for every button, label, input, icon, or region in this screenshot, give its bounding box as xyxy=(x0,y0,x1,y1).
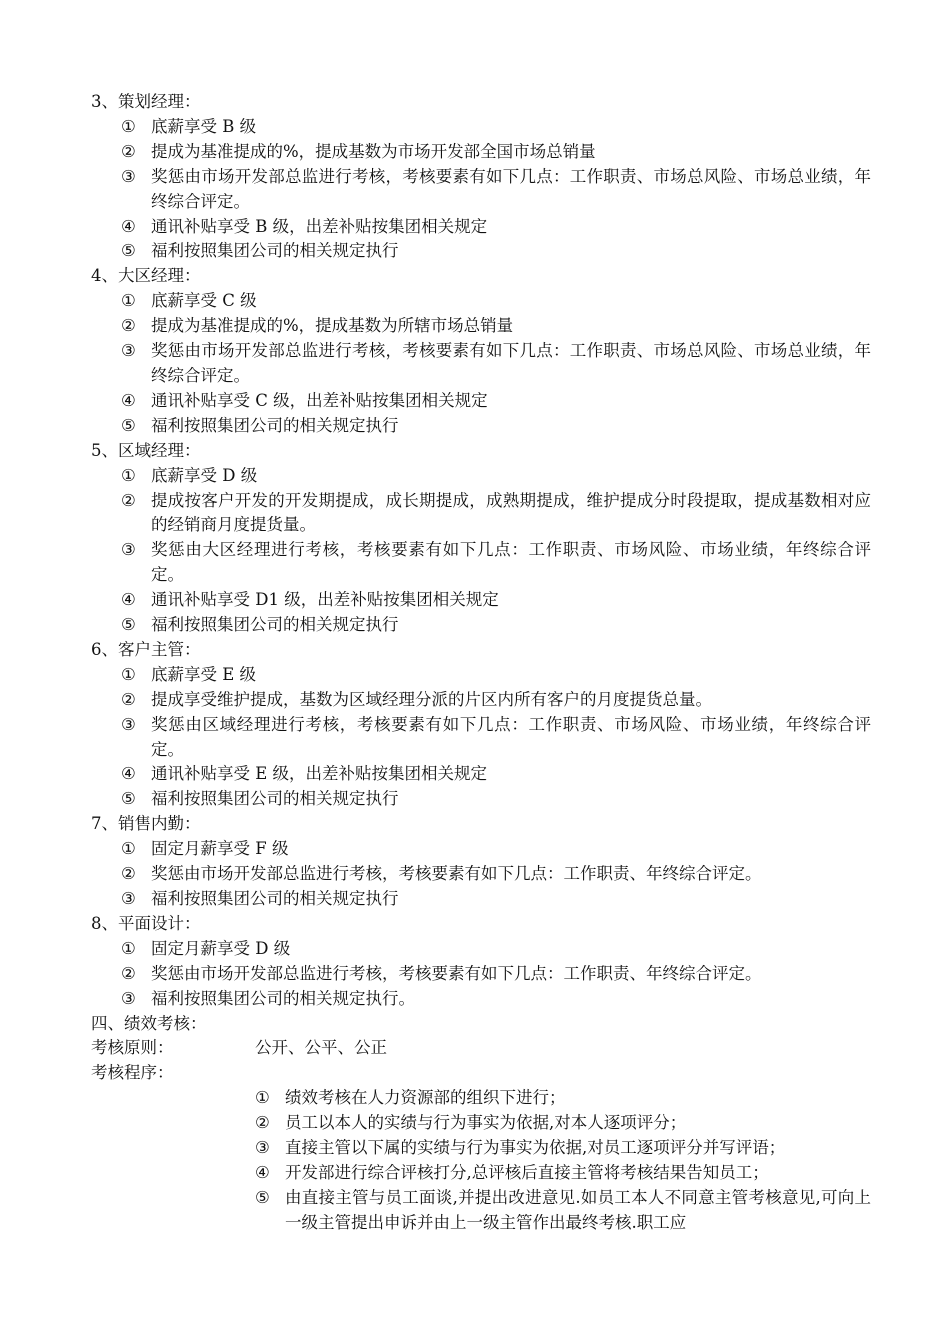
list-item xyxy=(121,165,871,215)
item-text: 福利按照集团公司的相关规定执行 xyxy=(151,241,399,261)
procedure-label: 考核程序： xyxy=(91,1063,174,1083)
item-text: 提成按客户开发的开发期提成，成长期提成，成熟期提成，维护提成分时段提取，提成基数相对应的经销商月度提货量。 xyxy=(151,490,871,535)
item-text: 提成为基准提成的%，提成基数为市场开发部全国市场总销量 xyxy=(151,141,596,161)
list-item xyxy=(121,115,871,140)
list-item xyxy=(121,887,871,912)
list-item xyxy=(121,713,871,763)
list-item xyxy=(121,937,871,962)
list-item xyxy=(121,862,871,887)
section-heading: 8、平面设计： xyxy=(91,913,201,933)
section-sales-assistant xyxy=(91,812,871,912)
section-area-manager xyxy=(91,439,871,638)
list-item xyxy=(255,1136,871,1161)
item-text: 直接主管以下属的实绩与行为事实为依据,对员工逐项评分并写评语； xyxy=(285,1138,786,1158)
list-item xyxy=(121,787,871,812)
item-number: ③ xyxy=(121,714,136,734)
item-text: 福利按照集团公司的相关规定执行 xyxy=(151,415,399,435)
section-heading: 四、绩效考核： xyxy=(91,1013,207,1033)
list-item xyxy=(121,464,871,489)
list-item xyxy=(121,215,871,240)
item-number: ⑤ xyxy=(121,415,136,435)
item-number: ① xyxy=(121,116,136,136)
item-number: ⑤ xyxy=(255,1187,270,1207)
item-text: 员工以本人的实绩与行为事实为依据,对本人逐项评分； xyxy=(285,1113,687,1133)
item-number: ⑤ xyxy=(121,241,136,261)
item-text: 福利按照集团公司的相关规定执行 xyxy=(151,789,399,809)
item-text: 奖惩由市场开发部总监进行考核，考核要素有如下几点：工作职责、市场总风险、市场总业绩，年终综合评定。 xyxy=(151,341,871,385)
section-heading: 5、区域经理： xyxy=(91,440,201,460)
list-item xyxy=(255,1111,871,1136)
item-number: ④ xyxy=(121,216,136,236)
item-number: ① xyxy=(121,839,136,859)
item-number: ③ xyxy=(121,341,136,361)
principle-row xyxy=(91,1036,871,1061)
item-number: ① xyxy=(121,291,136,311)
list-item xyxy=(255,1186,871,1236)
list-item xyxy=(121,688,871,713)
item-number: ④ xyxy=(255,1162,270,1182)
item-number: ③ xyxy=(121,540,136,560)
document-content xyxy=(91,90,871,1236)
item-text: 奖惩由大区经理进行考核，考核要素有如下几点：工作职责、市场风险、市场业绩，年终综合评定。 xyxy=(151,540,871,585)
item-text: 福利按照集团公司的相关规定执行。 xyxy=(151,988,415,1008)
item-number: ① xyxy=(121,465,136,485)
principle-value: 公开、公平、公正 xyxy=(255,1038,387,1058)
item-text: 提成享受维护提成，基数为区域经理分派的片区内所有客户的月度提货总量。 xyxy=(151,689,712,709)
list-item xyxy=(255,1161,871,1186)
item-text: 奖惩由市场开发部总监进行考核，考核要素有如下几点：工作职责、年终综合评定。 xyxy=(151,963,762,983)
item-text: 底薪享受 C 级 xyxy=(151,291,257,311)
list-item xyxy=(121,489,871,539)
list-item xyxy=(121,588,871,613)
item-number: ② xyxy=(121,316,136,336)
list-item xyxy=(121,140,871,165)
item-number: ② xyxy=(121,689,136,709)
list-item xyxy=(121,339,871,389)
item-text: 通讯补贴享受 C 级，出差补贴按集团相关规定 xyxy=(151,390,488,410)
list-item xyxy=(121,987,871,1012)
item-number: ① xyxy=(121,664,136,684)
list-item xyxy=(121,762,871,787)
item-number: ② xyxy=(255,1113,270,1133)
item-number: ③ xyxy=(255,1138,270,1158)
section-heading: 7、销售内勤： xyxy=(91,814,201,834)
item-number: ② xyxy=(121,963,136,983)
list-item xyxy=(255,1086,871,1111)
item-number: ⑤ xyxy=(121,615,136,635)
item-number: ① xyxy=(121,938,136,958)
section-performance xyxy=(91,1012,871,1236)
section-graphic-designer xyxy=(91,912,871,1012)
list-item xyxy=(121,289,871,314)
item-text: 奖惩由市场开发部总监进行考核，考核要素有如下几点：工作职责、市场总风险、市场总业绩，年终综合评定。 xyxy=(151,166,871,211)
item-text: 奖惩由区域经理进行考核，考核要素有如下几点：工作职责、市场风险、市场业绩，年终综合评定。 xyxy=(151,714,871,759)
item-text: 提成为基准提成的%，提成基数为所辖市场总销量 xyxy=(151,316,514,336)
item-text: 底薪享受 B 级 xyxy=(151,116,257,136)
item-text: 福利按照集团公司的相关规定执行 xyxy=(151,889,399,908)
item-text: 通讯补贴享受 D1 级，出差补贴按集团相关规定 xyxy=(151,590,499,610)
item-number: ⑤ xyxy=(121,789,136,809)
list-item xyxy=(121,314,871,339)
item-text: 由直接主管与员工面谈,并提出改进意见.如员工本人不同意主管考核意见,可向上一级主管提出申诉并由上一级主管作出最终考核.职工应 xyxy=(285,1187,871,1232)
item-number: ② xyxy=(121,864,136,884)
item-text: 绩效考核在人力资源部的组织下进行； xyxy=(285,1088,566,1108)
section-regional-manager xyxy=(91,264,871,438)
item-text: 底薪享受 D 级 xyxy=(151,465,258,485)
list-item xyxy=(121,613,871,638)
section-strategy-manager xyxy=(91,90,871,264)
list-item xyxy=(121,389,871,414)
list-item xyxy=(121,538,871,588)
item-number: ④ xyxy=(121,764,136,784)
item-text: 固定月薪享受 F 级 xyxy=(151,839,289,859)
item-number: ② xyxy=(121,490,136,510)
list-item xyxy=(121,837,871,862)
list-item xyxy=(121,239,871,264)
item-number: ③ xyxy=(121,988,136,1008)
item-number: ② xyxy=(121,141,136,161)
section-heading: 3、策划经理： xyxy=(91,92,201,111)
list-item xyxy=(121,663,871,688)
section-heading: 6、客户主管： xyxy=(91,639,201,659)
item-text: 底薪享受 E 级 xyxy=(151,664,257,684)
item-text: 开发部进行综合评核打分,总评核后直接主管将考核结果告知员工； xyxy=(285,1162,769,1182)
item-text: 奖惩由市场开发部总监进行考核，考核要素有如下几点：工作职责、年终综合评定。 xyxy=(151,864,762,884)
section-account-supervisor xyxy=(91,638,871,812)
list-item xyxy=(121,962,871,987)
procedure-list xyxy=(255,1086,871,1235)
item-text: 福利按照集团公司的相关规定执行 xyxy=(151,615,399,635)
item-text: 通讯补贴享受 B 级，出差补贴按集团相关规定 xyxy=(151,216,488,236)
item-number: ④ xyxy=(121,590,136,610)
item-number: ④ xyxy=(121,390,136,410)
item-number: ③ xyxy=(121,889,136,908)
item-text: 固定月薪享受 D 级 xyxy=(151,938,291,958)
item-number: ③ xyxy=(121,166,136,186)
item-text: 通讯补贴享受 E 级，出差补贴按集团相关规定 xyxy=(151,764,488,784)
principle-label: 考核原则： xyxy=(91,1038,174,1058)
item-number: ① xyxy=(255,1088,270,1108)
section-heading: 4、大区经理： xyxy=(91,266,201,286)
list-item xyxy=(121,414,871,439)
